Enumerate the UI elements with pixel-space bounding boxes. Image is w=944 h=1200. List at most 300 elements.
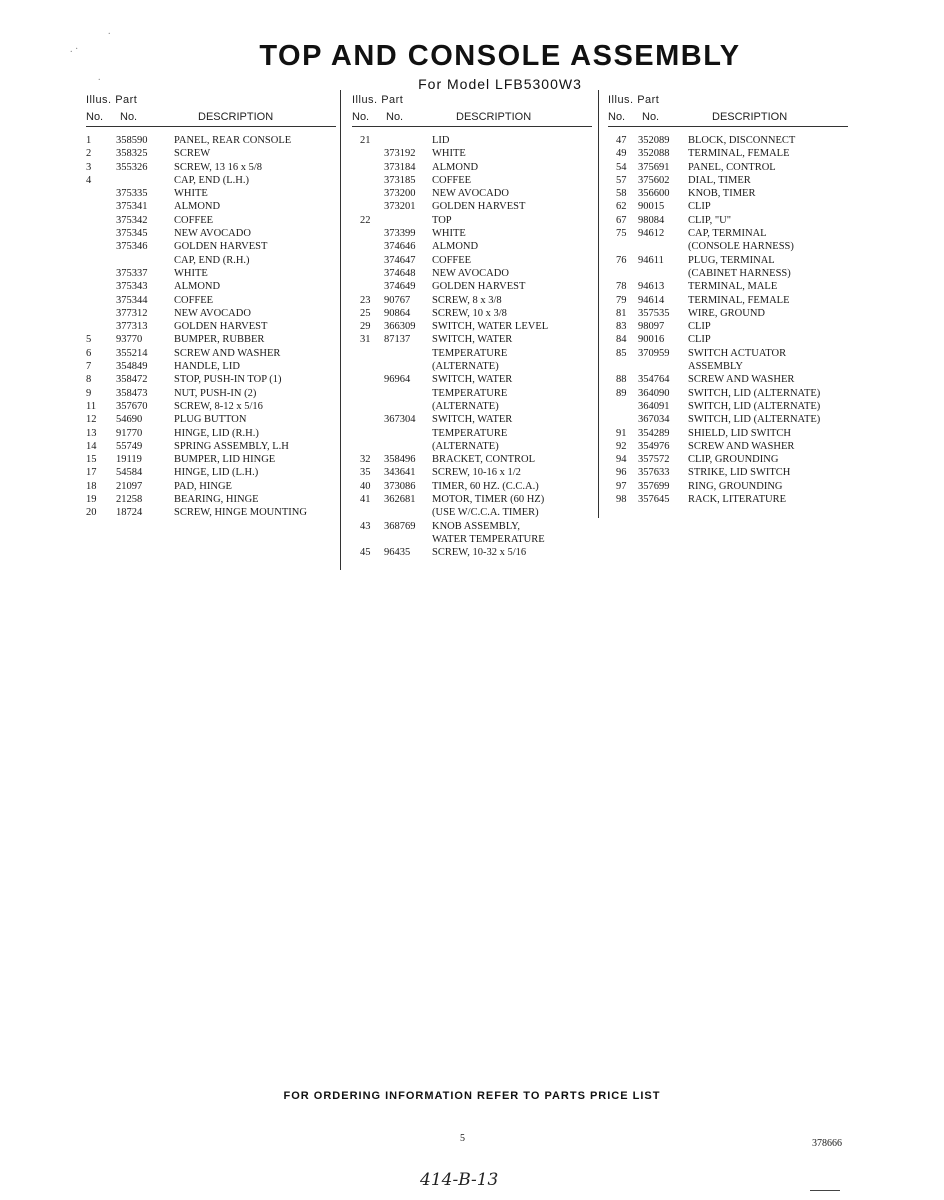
parts-row — [86, 254, 336, 267]
illus-number: 6 — [86, 347, 92, 359]
parts-row — [86, 147, 336, 160]
part-number: 90015 — [638, 201, 665, 213]
part-number: 354289 — [638, 427, 670, 439]
column-divider — [598, 90, 599, 518]
parts-row — [352, 427, 592, 440]
part-description: TOP — [432, 214, 452, 226]
part-description: PANEL, REAR CONSOLE — [174, 135, 292, 146]
part-description: CLIP, "U" — [688, 214, 731, 226]
parts-row — [352, 174, 592, 187]
illus-number: 57 — [616, 174, 627, 186]
part-description: ALMOND — [174, 281, 221, 293]
part-number: 98084 — [638, 214, 665, 226]
part-number: 356600 — [638, 188, 670, 200]
part-number: 54584 — [116, 467, 143, 479]
parts-row — [86, 440, 336, 453]
illus-number: 81 — [616, 307, 627, 319]
parts-row — [608, 214, 848, 227]
part-number: 98097 — [638, 321, 665, 333]
parts-row — [86, 187, 336, 200]
part-description: ASSEMBLY — [688, 361, 743, 373]
parts-row — [608, 347, 848, 360]
parts-row — [86, 307, 336, 320]
parts-row — [352, 254, 592, 267]
parts-row — [608, 187, 848, 200]
parts-row — [608, 227, 848, 240]
part-description: SHIELD, LID SWITCH — [688, 427, 791, 439]
header-illus-no: No. — [608, 111, 626, 123]
parts-row — [352, 227, 592, 240]
document-number: 378666 — [812, 1138, 842, 1149]
part-number: 94613 — [638, 281, 665, 293]
part-number: 373399 — [384, 228, 416, 240]
part-description: COFFEE — [432, 254, 472, 266]
part-description: (CONSOLE HARNESS) — [688, 241, 794, 253]
part-description: GOLDEN HARVEST — [174, 321, 268, 333]
margin-mark: . · — [70, 44, 79, 55]
illus-number: 47 — [616, 135, 627, 146]
part-number: 357645 — [638, 494, 670, 506]
part-description: KNOB ASSEMBLY, — [432, 520, 521, 532]
part-description: CAP, TERMINAL — [688, 228, 767, 240]
parts-row — [352, 134, 592, 147]
header-part-no: No. — [120, 111, 138, 123]
parts-row — [352, 200, 592, 213]
illus-number: 1 — [86, 135, 92, 146]
header-illus-no: No. — [352, 111, 370, 123]
part-description: ALMOND — [432, 161, 479, 173]
part-number: 343641 — [384, 467, 416, 479]
part-number: 373086 — [384, 480, 416, 492]
header-part-no: No. — [386, 111, 404, 123]
part-number: 354976 — [638, 440, 670, 452]
part-description: PLUG BUTTON — [174, 414, 247, 426]
illus-number: 76 — [616, 254, 627, 266]
parts-row — [352, 320, 592, 333]
part-description: BRACKET, CONTROL — [432, 454, 536, 466]
parts-row — [608, 307, 848, 320]
illus-number: 14 — [86, 440, 97, 452]
ordering-note: FOR ORDERING INFORMATION REFER TO PARTS PRICE LIST — [283, 1090, 661, 1102]
part-description: PLUG, TERMINAL — [688, 254, 775, 266]
illus-number: 4 — [86, 174, 92, 186]
part-number: 375343 — [116, 281, 148, 293]
part-description: BUMPER, RUBBER — [174, 334, 265, 346]
parts-row — [608, 360, 848, 373]
illus-number: 83 — [616, 321, 627, 333]
parts-row — [608, 147, 848, 160]
part-number: 375335 — [116, 188, 148, 200]
parts-row — [608, 387, 848, 400]
header-description: DESCRIPTION — [712, 111, 788, 123]
part-number: 352088 — [638, 148, 670, 160]
parts-row — [86, 174, 336, 187]
part-description: DIAL, TIMER — [688, 174, 751, 186]
illus-number: 96 — [616, 467, 627, 479]
illus-number: 18 — [86, 480, 97, 492]
parts-column-1 — [86, 92, 336, 520]
parts-row — [608, 161, 848, 174]
parts-row — [86, 320, 336, 333]
part-number: 375337 — [116, 267, 148, 279]
parts-row — [352, 453, 592, 466]
part-description: ALMOND — [174, 201, 221, 213]
part-number: 96435 — [384, 547, 411, 559]
illus-number: 31 — [360, 334, 371, 346]
part-number: 94612 — [638, 228, 665, 240]
illus-number: 23 — [360, 294, 371, 306]
parts-row — [352, 147, 592, 160]
part-description: BUMPER, LID HINGE — [174, 454, 276, 466]
part-description: TERMINAL, FEMALE — [688, 294, 790, 306]
parts-row — [86, 161, 336, 174]
parts-row — [352, 187, 592, 200]
part-number: 374648 — [384, 267, 416, 279]
part-number: 373185 — [384, 174, 416, 186]
part-number: 87137 — [384, 334, 411, 346]
illus-number: 97 — [616, 480, 627, 492]
parts-row — [352, 294, 592, 307]
illus-number: 40 — [360, 480, 371, 492]
part-description: CLIP, GROUNDING — [688, 454, 779, 466]
parts-list — [352, 134, 592, 560]
parts-row — [86, 214, 336, 227]
parts-column-3 — [608, 92, 848, 506]
parts-row — [352, 373, 592, 386]
column-header — [608, 92, 848, 126]
parts-row — [352, 214, 592, 227]
part-description: NUT, PUSH-IN (2) — [174, 387, 257, 399]
part-number: 96964 — [384, 374, 411, 386]
parts-row — [86, 347, 336, 360]
parts-row — [352, 506, 592, 519]
parts-row — [352, 280, 592, 293]
parts-row — [608, 427, 848, 440]
parts-row — [608, 320, 848, 333]
part-description: CAP, END (L.H.) — [174, 174, 249, 186]
parts-row — [352, 533, 592, 546]
parts-row — [86, 200, 336, 213]
part-description: WHITE — [432, 228, 466, 240]
part-description: KNOB, TIMER — [688, 188, 756, 200]
page-number: 5 — [460, 1133, 465, 1144]
part-description: SWITCH, WATER — [432, 334, 513, 346]
part-number: 90016 — [638, 334, 665, 346]
margin-mark: . — [108, 26, 111, 37]
illus-number: 21 — [360, 135, 371, 146]
illus-number: 85 — [616, 347, 627, 359]
illus-number: 88 — [616, 374, 627, 386]
part-description: SCREW, 13 16 x 5/8 — [174, 161, 262, 173]
parts-row — [608, 413, 848, 426]
part-number: 377312 — [116, 307, 148, 319]
part-description: SCREW, 10-16 x 1/2 — [432, 467, 521, 479]
part-description: SWITCH, LID (ALTERNATE) — [688, 414, 821, 426]
part-number: 364091 — [638, 400, 670, 412]
part-number: 357535 — [638, 307, 670, 319]
part-description: SCREW — [174, 148, 211, 160]
illus-number: 45 — [360, 547, 371, 559]
part-number: 54690 — [116, 414, 143, 426]
part-number: 370959 — [638, 347, 670, 359]
part-description: TERMINAL, MALE — [688, 281, 778, 293]
part-number: 358496 — [384, 454, 416, 466]
part-description: CLIP — [688, 201, 711, 213]
illus-number: 2 — [86, 148, 92, 160]
part-number: 375342 — [116, 214, 148, 226]
part-number: 90767 — [384, 294, 411, 306]
parts-row — [86, 427, 336, 440]
illus-number: 58 — [616, 188, 627, 200]
illus-number: 75 — [616, 228, 627, 240]
part-number: 368769 — [384, 520, 416, 532]
part-description: SCREW AND WASHER — [174, 347, 281, 359]
part-number: 354764 — [638, 374, 670, 386]
part-description: SCREW AND WASHER — [688, 374, 795, 386]
part-number: 91770 — [116, 427, 143, 439]
part-number: 352089 — [638, 135, 670, 146]
parts-row — [86, 294, 336, 307]
part-description: LID — [432, 135, 450, 146]
part-number: 355326 — [116, 161, 148, 173]
part-description: RING, GROUNDING — [688, 480, 783, 492]
part-description: PAD, HINGE — [174, 480, 232, 492]
parts-row — [86, 280, 336, 293]
part-description: SWITCH, LID (ALTERNATE) — [688, 387, 821, 399]
parts-column-2 — [352, 92, 592, 560]
parts-row — [608, 267, 848, 280]
illus-number: 5 — [86, 334, 92, 346]
part-number: 375344 — [116, 294, 148, 306]
part-description: (CABINET HARNESS) — [688, 267, 791, 279]
part-description: CLIP — [688, 321, 711, 333]
parts-row — [352, 400, 592, 413]
header-rule — [608, 126, 848, 127]
part-description: WIRE, GROUND — [688, 307, 765, 319]
parts-row — [86, 240, 336, 253]
part-description: SWITCH, WATER LEVEL — [432, 321, 549, 333]
illus-number: 91 — [616, 427, 627, 439]
part-description: TIMER, 60 HZ. (C.C.A.) — [432, 480, 539, 492]
part-description: NEW AVOCADO — [432, 267, 509, 279]
part-number: 90864 — [384, 307, 411, 319]
parts-row — [352, 466, 592, 479]
part-number: 375346 — [116, 241, 148, 253]
parts-row — [608, 200, 848, 213]
part-description: GOLDEN HARVEST — [174, 241, 268, 253]
column-divider — [340, 90, 341, 570]
column-header — [352, 92, 592, 126]
part-description: TEMPERATURE — [432, 347, 508, 359]
corner-rule — [810, 1190, 840, 1191]
parts-list — [608, 134, 848, 506]
part-number: 364090 — [638, 387, 670, 399]
part-description: GOLDEN HARVEST — [432, 201, 526, 213]
illus-number: 12 — [86, 414, 97, 426]
parts-row — [352, 333, 592, 346]
parts-row — [608, 440, 848, 453]
part-number: 357699 — [638, 480, 670, 492]
illus-number: 25 — [360, 307, 371, 319]
part-number: 375345 — [116, 228, 148, 240]
part-description: NEW AVOCADO — [174, 307, 251, 319]
part-number: 375691 — [638, 161, 670, 173]
header-illus-part: Illus. Part — [608, 94, 660, 106]
handwritten-note: 414-B-13 — [420, 1170, 499, 1190]
part-description: CLIP — [688, 334, 711, 346]
illus-number: 49 — [616, 148, 627, 160]
illus-number: 20 — [86, 507, 97, 519]
part-number: 357633 — [638, 467, 670, 479]
illus-number: 54 — [616, 161, 627, 173]
illus-number: 89 — [616, 387, 627, 399]
parts-row — [86, 466, 336, 479]
illus-number: 79 — [616, 294, 627, 306]
part-description: CAP, END (R.H.) — [174, 254, 250, 266]
illus-number: 92 — [616, 440, 627, 452]
parts-row — [86, 453, 336, 466]
illus-number: 8 — [86, 374, 92, 386]
part-number: 21097 — [116, 480, 143, 492]
parts-row — [352, 387, 592, 400]
parts-row — [86, 387, 336, 400]
part-number: 94614 — [638, 294, 665, 306]
header-illus-no: No. — [86, 111, 104, 123]
part-description: ALMOND — [432, 241, 479, 253]
part-description: COFFEE — [174, 294, 214, 306]
part-description: SWITCH ACTUATOR — [688, 347, 787, 359]
illus-number: 62 — [616, 201, 627, 213]
header-rule — [352, 126, 592, 127]
part-description: WATER TEMPERATURE — [432, 533, 545, 545]
parts-row — [86, 480, 336, 493]
header-part-no: No. — [642, 111, 660, 123]
illus-number: 9 — [86, 387, 92, 399]
part-description: NEW AVOCADO — [174, 228, 251, 240]
part-description: TEMPERATURE — [432, 387, 508, 399]
illus-number: 7 — [86, 361, 92, 373]
margin-mark: . — [98, 72, 101, 83]
part-number: 374646 — [384, 241, 416, 253]
illus-number: 15 — [86, 454, 97, 466]
parts-row — [86, 493, 336, 506]
part-description: TERMINAL, FEMALE — [688, 148, 790, 160]
illus-number: 13 — [86, 427, 97, 439]
part-number: 373192 — [384, 148, 416, 160]
part-number: 377313 — [116, 321, 148, 333]
parts-row — [352, 240, 592, 253]
parts-row — [608, 480, 848, 493]
part-description: (ALTERNATE) — [432, 361, 499, 373]
part-number: 374647 — [384, 254, 416, 266]
illus-number: 3 — [86, 161, 92, 173]
parts-row — [352, 307, 592, 320]
header-illus-part: Illus. Part — [86, 94, 138, 106]
parts-row — [352, 161, 592, 174]
illus-number: 41 — [360, 494, 371, 506]
part-description: SCREW, 10 x 3/8 — [432, 307, 507, 319]
part-number: 362681 — [384, 494, 416, 506]
part-number: 18724 — [116, 507, 143, 519]
parts-row — [86, 506, 336, 519]
parts-row — [86, 413, 336, 426]
parts-row — [86, 400, 336, 413]
part-number: 19119 — [116, 454, 142, 466]
part-number: 357670 — [116, 400, 148, 412]
model-subtitle: For Model LFB5300W3 — [418, 76, 582, 92]
parts-row — [608, 373, 848, 386]
parts-row — [608, 493, 848, 506]
illus-number: 22 — [360, 214, 371, 226]
parts-row — [86, 267, 336, 280]
illus-number: 84 — [616, 334, 627, 346]
illus-number: 35 — [360, 467, 371, 479]
part-description: SWITCH, WATER — [432, 414, 513, 426]
part-description: HINGE, LID (L.H.) — [174, 467, 259, 479]
parts-row — [352, 267, 592, 280]
part-description: COFFEE — [432, 174, 472, 186]
parts-row — [608, 453, 848, 466]
parts-row — [352, 493, 592, 506]
part-description: HINGE, LID (R.H.) — [174, 427, 259, 439]
part-description: PANEL, CONTROL — [688, 161, 776, 173]
parts-row — [86, 333, 336, 346]
parts-row — [608, 294, 848, 307]
parts-row — [608, 254, 848, 267]
part-description: STRIKE, LID SWITCH — [688, 467, 791, 479]
part-description: (USE W/C.C.A. TIMER) — [432, 507, 539, 519]
part-description: SPRING ASSEMBLY, L.H — [174, 440, 289, 452]
part-number: 373200 — [384, 188, 416, 200]
part-description: SWITCH, WATER — [432, 374, 513, 386]
part-description: MOTOR, TIMER (60 HZ) — [432, 494, 545, 506]
parts-row — [86, 373, 336, 386]
part-description: STOP, PUSH-IN TOP (1) — [174, 374, 282, 386]
part-number: 375602 — [638, 174, 670, 186]
part-number: 367304 — [384, 414, 416, 426]
parts-row — [352, 413, 592, 426]
part-description: WHITE — [174, 188, 208, 200]
part-description: (ALTERNATE) — [432, 400, 499, 412]
illus-number: 78 — [616, 281, 627, 293]
parts-row — [352, 520, 592, 533]
part-number: 55749 — [116, 440, 143, 452]
parts-row — [608, 134, 848, 147]
part-description: SCREW, HINGE MOUNTING — [174, 507, 307, 519]
illus-number: 43 — [360, 520, 371, 532]
part-description: TEMPERATURE — [432, 427, 508, 439]
part-description: BEARING, HINGE — [174, 494, 259, 506]
part-number: 367034 — [638, 414, 670, 426]
page-title: TOP AND CONSOLE ASSEMBLY — [259, 40, 741, 72]
part-description: SWITCH, LID (ALTERNATE) — [688, 400, 821, 412]
part-description: NEW AVOCADO — [432, 188, 509, 200]
parts-row — [608, 280, 848, 293]
part-description: RACK, LITERATURE — [688, 494, 786, 506]
part-description: SCREW AND WASHER — [688, 440, 795, 452]
illus-number: 67 — [616, 214, 627, 226]
part-description: (ALTERNATE) — [432, 440, 499, 452]
parts-row — [608, 400, 848, 413]
parts-row — [352, 440, 592, 453]
parts-row — [608, 333, 848, 346]
part-number: 358590 — [116, 135, 148, 146]
part-number: 374649 — [384, 281, 416, 293]
part-number: 21258 — [116, 494, 143, 506]
illus-number: 19 — [86, 494, 97, 506]
part-number: 358472 — [116, 374, 148, 386]
part-number: 355214 — [116, 347, 148, 359]
